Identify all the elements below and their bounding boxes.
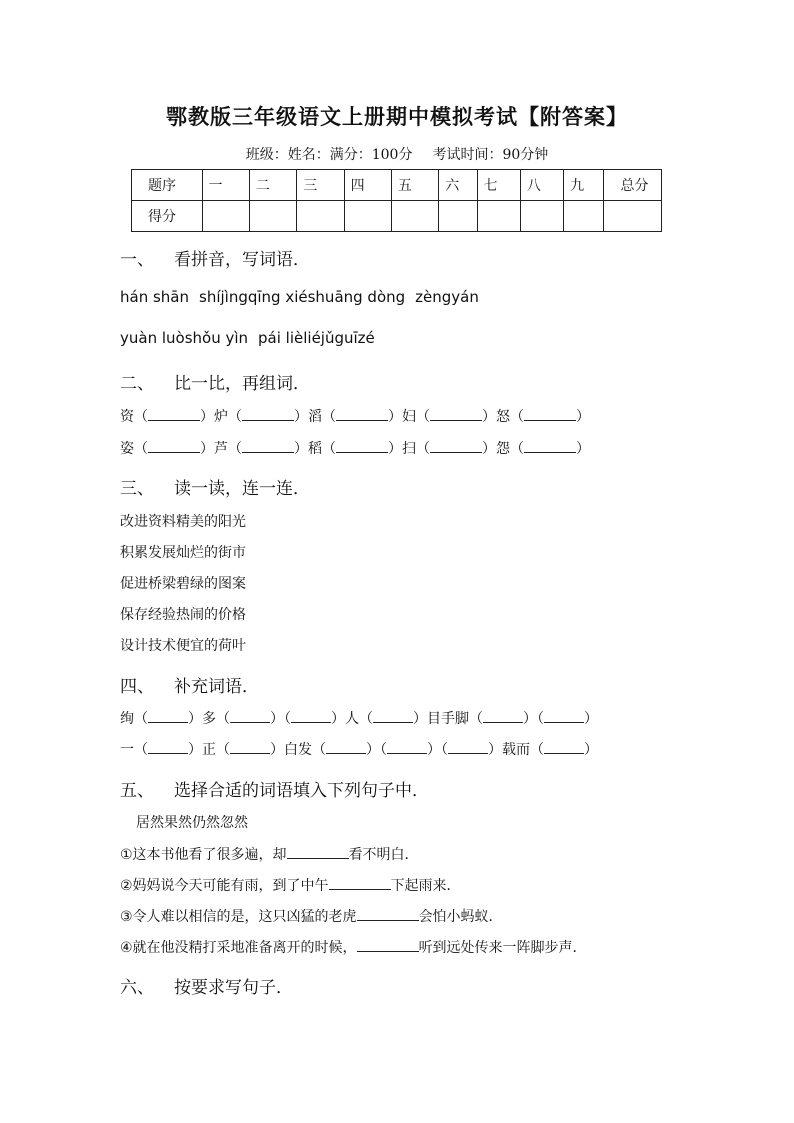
- section-title: 读一读，连一连．: [174, 479, 310, 499]
- answer-blank[interactable]: [230, 708, 270, 723]
- answer-blank[interactable]: [287, 844, 349, 859]
- answer-blank[interactable]: [242, 438, 294, 453]
- supplement-text: ）（: [366, 742, 387, 758]
- sentence-text: 听到远处传来一阵脚步声．: [418, 940, 587, 956]
- table-cell: 四: [344, 170, 391, 201]
- compare-row: [120, 406, 590, 426]
- answer-blank[interactable]: [524, 438, 576, 453]
- supplement-text: ）（: [427, 742, 448, 758]
- compare-text: ）扫（: [388, 441, 430, 457]
- supplement-text: ）目手脚（: [413, 711, 483, 727]
- connect-item: 保存经验热闹的价格: [120, 607, 246, 623]
- supplement-text: ）正（: [188, 742, 230, 758]
- score-input-cell[interactable]: [477, 201, 520, 232]
- sentence-text: ③令人难以相信的是，这只凶猛的老虎: [120, 909, 357, 925]
- sentence-text: 会怕小蚂蚁．: [418, 909, 503, 925]
- table-cell: 九: [564, 170, 604, 201]
- supplement-text: ）（: [523, 711, 544, 727]
- section-number: 五、: [120, 781, 154, 801]
- section-number: 三、: [120, 479, 154, 499]
- sentence: [120, 875, 461, 895]
- section-heading: [120, 973, 293, 998]
- supplement-text: 绚（: [120, 711, 148, 727]
- compare-text: ）芦（: [200, 441, 242, 457]
- table-row: [132, 201, 662, 232]
- sentence-text: 下起雨来．: [390, 878, 461, 894]
- section-heading: [120, 369, 310, 394]
- compare-text: ）妇（: [388, 409, 430, 425]
- table-cell: 五: [391, 170, 438, 201]
- answer-blank[interactable]: [357, 937, 419, 952]
- answer-blank[interactable]: [148, 708, 188, 723]
- connect-item: 改进资料精美的阳光: [120, 514, 246, 530]
- sentence-text: ④就在他没精打采地准备离开的时候，: [120, 940, 357, 956]
- supplement-text: ）: [584, 742, 598, 758]
- answer-blank[interactable]: [430, 438, 482, 453]
- answer-blank[interactable]: [326, 739, 366, 754]
- section-heading: [120, 474, 310, 499]
- pinyin-word: yuàn luòshǒu yìn: [120, 329, 249, 347]
- score-input-cell[interactable]: [391, 201, 438, 232]
- section-title: 补充词语．: [174, 677, 259, 697]
- answer-blank[interactable]: [148, 438, 200, 453]
- section-title: 比一比，再组词．: [174, 374, 310, 394]
- compare-text: ）炉（: [200, 409, 242, 425]
- sentence: [120, 844, 419, 864]
- compare-text: ）滔（: [294, 409, 336, 425]
- answer-blank[interactable]: [544, 739, 584, 754]
- sentence-text: ①这本书他看了很多遍，却: [120, 847, 287, 863]
- section-heading: [120, 776, 429, 801]
- supplement-text: ）多（: [188, 711, 230, 727]
- compare-text: 资（: [120, 409, 148, 425]
- answer-blank[interactable]: [148, 406, 200, 421]
- table-cell: 总分: [604, 170, 662, 201]
- answer-blank[interactable]: [291, 708, 331, 723]
- score-input-cell[interactable]: [604, 201, 662, 232]
- score-input-cell[interactable]: [439, 201, 477, 232]
- section-number: 一、: [120, 250, 154, 270]
- section-number: 六、: [120, 978, 154, 998]
- sentence-text: 看不明白．: [348, 847, 419, 863]
- supplement-text: ）（: [270, 711, 291, 727]
- answer-blank[interactable]: [483, 708, 523, 723]
- pinyin-word: hán shān: [120, 288, 189, 306]
- table-cell: 七: [477, 170, 520, 201]
- table-cell: 一: [202, 170, 249, 201]
- compare-text: ）怒（: [482, 409, 524, 425]
- sentence: [120, 937, 587, 957]
- section-title: 按要求写句子．: [174, 978, 293, 998]
- supplement-text: ）白发（: [270, 742, 326, 758]
- answer-blank[interactable]: [148, 739, 188, 754]
- answer-blank[interactable]: [336, 406, 388, 421]
- sentence-text: ②妈妈说今天可能有雨，到了中午: [120, 878, 329, 894]
- page-title: 鄂教版三年级语文上册期中模拟考试【附答案】: [166, 104, 628, 129]
- table-cell: 三: [297, 170, 344, 201]
- score-input-cell[interactable]: [564, 201, 604, 232]
- answer-blank[interactable]: [544, 708, 584, 723]
- pinyin-word: shíjìngqīng xiéshuāng dòng: [199, 288, 406, 306]
- sentence: [120, 906, 503, 926]
- score-input-cell[interactable]: [520, 201, 563, 232]
- section-title: 看拼音，写词语．: [174, 250, 310, 270]
- answer-blank[interactable]: [230, 739, 270, 754]
- connect-item: 促进桥梁碧绿的图案: [120, 576, 246, 592]
- pinyin-word: pái lièliéjǔguīzé: [258, 329, 375, 347]
- answer-blank[interactable]: [242, 406, 294, 421]
- section-number: 二、: [120, 374, 154, 394]
- compare-row: [120, 438, 590, 458]
- score-input-cell[interactable]: [249, 201, 296, 232]
- exam-time: 考试时间：90分钟: [432, 147, 549, 163]
- score-input-cell[interactable]: [297, 201, 344, 232]
- answer-blank[interactable]: [329, 875, 391, 890]
- pinyin-line: [120, 329, 385, 347]
- supplement-text: ）: [584, 711, 598, 727]
- class-name-score: 班级：姓名：满分：100分: [245, 147, 413, 163]
- supplement-text: ）载而（: [488, 742, 544, 758]
- compare-text: ）怨（: [482, 441, 524, 457]
- table-row: [132, 170, 662, 201]
- section-number: 四、: [120, 677, 154, 697]
- word-options: 居然果然仍然忽然: [136, 815, 248, 831]
- table-cell: 六: [439, 170, 477, 201]
- section-title: 选择合适的词语填入下列句子中．: [174, 781, 429, 801]
- score-input-cell[interactable]: [344, 201, 391, 232]
- connect-item: 积累发展灿烂的街市: [120, 545, 246, 561]
- exam-info: [0, 144, 794, 164]
- answer-blank[interactable]: [524, 406, 576, 421]
- compare-text: ）: [576, 409, 590, 425]
- compare-text: ）: [576, 441, 590, 457]
- compare-text: ）稻（: [294, 441, 336, 457]
- score-table: [131, 169, 662, 232]
- compare-text: 姿（: [120, 441, 148, 457]
- connect-item: 设计技术便宜的荷叶: [120, 638, 246, 654]
- table-cell: 八: [520, 170, 563, 201]
- answer-blank[interactable]: [336, 438, 388, 453]
- answer-blank[interactable]: [430, 406, 482, 421]
- pinyin-line: [120, 288, 489, 306]
- supplement-text: ）人（: [331, 711, 373, 727]
- answer-blank[interactable]: [387, 739, 427, 754]
- score-input-cell[interactable]: [202, 201, 249, 232]
- supplement-row: [120, 708, 598, 728]
- table-cell: 题序: [132, 170, 203, 201]
- supplement-text: 一（: [120, 742, 148, 758]
- section-heading: [120, 672, 259, 697]
- pinyin-word: zèngyán: [415, 288, 479, 306]
- answer-blank[interactable]: [373, 708, 413, 723]
- section-heading: [120, 245, 310, 270]
- answer-blank[interactable]: [448, 739, 488, 754]
- table-cell: 得分: [132, 201, 203, 232]
- table-cell: 二: [249, 170, 296, 201]
- supplement-row: [120, 739, 598, 759]
- answer-blank[interactable]: [357, 906, 419, 921]
